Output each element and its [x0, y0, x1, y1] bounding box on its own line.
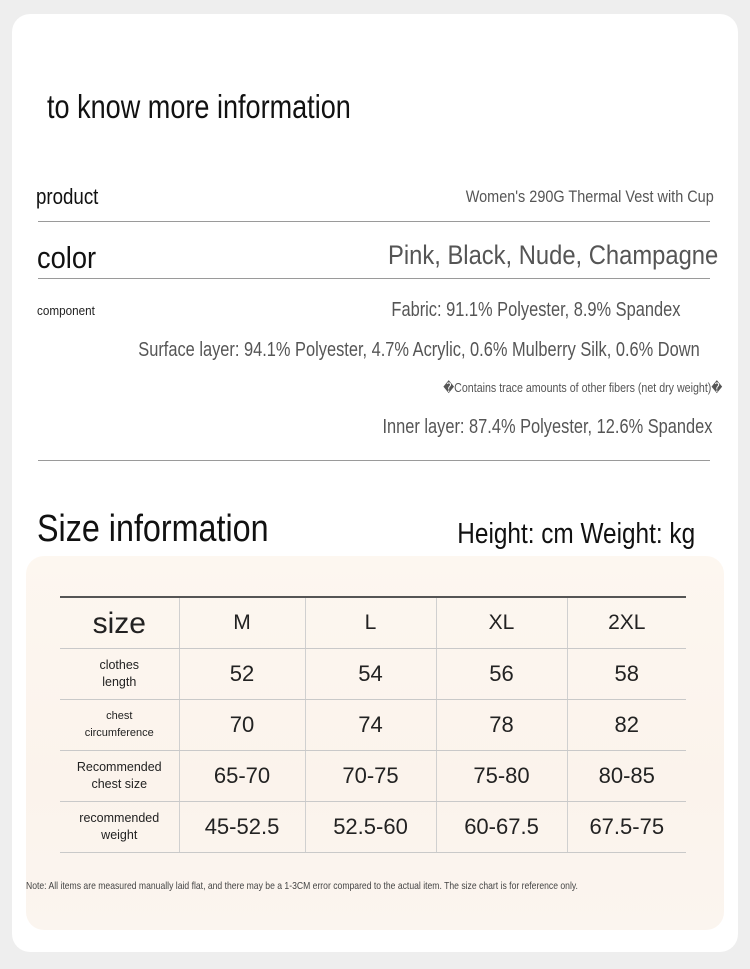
- table-cell: 52: [179, 649, 305, 700]
- row-label-text: chest circumference: [84, 710, 154, 739]
- size-section-title: Size information: [37, 508, 269, 550]
- row-label-text: Recommended chest size: [76, 760, 162, 791]
- divider: [38, 278, 710, 279]
- table-cell: 78: [436, 700, 567, 751]
- fabric-line: Fabric: 91.1% Polyester, 8.9% Spandex: [391, 299, 680, 321]
- table-row: [60, 751, 686, 802]
- trace-fibers-note: �Contains trace amounts of other fibers (net dry weight)�: [442, 380, 722, 395]
- color-label: color: [37, 240, 97, 275]
- table-cell: 58: [567, 649, 686, 700]
- size-header-row: [60, 597, 686, 649]
- table-cell: 54: [305, 649, 436, 700]
- table-cell: 82: [567, 700, 686, 751]
- table-cell: 75-80: [436, 751, 567, 802]
- table-cell: 70: [179, 700, 305, 751]
- table-cell: 74: [305, 700, 436, 751]
- table-cell: 52.5-60: [305, 802, 436, 853]
- color-value: Pink, Black, Nude, Champagne: [387, 240, 718, 270]
- row-label: [60, 649, 179, 700]
- product-label: product: [36, 184, 99, 209]
- size-header-cell: L: [305, 597, 436, 649]
- inner-layer-line: Inner layer: 87.4% Polyester, 12.6% Spandex: [381, 416, 712, 438]
- table-cell: 67.5-75: [567, 802, 686, 853]
- row-label: [60, 700, 179, 751]
- table-cell: 65-70: [179, 751, 305, 802]
- size-units: Height: cm Weight: kg: [457, 518, 695, 550]
- divider: [38, 460, 710, 461]
- row-label: [60, 751, 179, 802]
- size-header-label: size: [60, 597, 179, 649]
- intro-heading: to know more information: [47, 88, 351, 125]
- table-cell: 45-52.5: [179, 802, 305, 853]
- size-table: [60, 596, 686, 853]
- table-row: [60, 700, 686, 751]
- table-cell: 56: [436, 649, 567, 700]
- row-label-text: clothes length: [99, 658, 140, 689]
- size-header-cell: 2XL: [567, 597, 686, 649]
- size-header-cell: XL: [436, 597, 567, 649]
- surface-layer-line: Surface layer: 94.1% Polyester, 4.7% Acrylic, 0.6% Mulberry Silk, 0.6% Down: [138, 339, 700, 361]
- row-label: [60, 802, 179, 853]
- table-cell: 70-75: [305, 751, 436, 802]
- table-row: [60, 649, 686, 700]
- table-cell: 60-67.5: [436, 802, 567, 853]
- table-row: [60, 802, 686, 853]
- component-label: component: [37, 303, 95, 318]
- product-value: Women's 290G Thermal Vest with Cup: [466, 187, 714, 206]
- divider: [38, 221, 710, 222]
- row-label-text: recommended weight: [79, 811, 160, 842]
- table-cell: 80-85: [567, 751, 686, 802]
- measurement-note: Note: All items are measured manually laid flat, and there may be a 1-3CM error compared to the actual item. The size chart is for reference only.: [26, 880, 578, 892]
- size-header-cell: M: [179, 597, 305, 649]
